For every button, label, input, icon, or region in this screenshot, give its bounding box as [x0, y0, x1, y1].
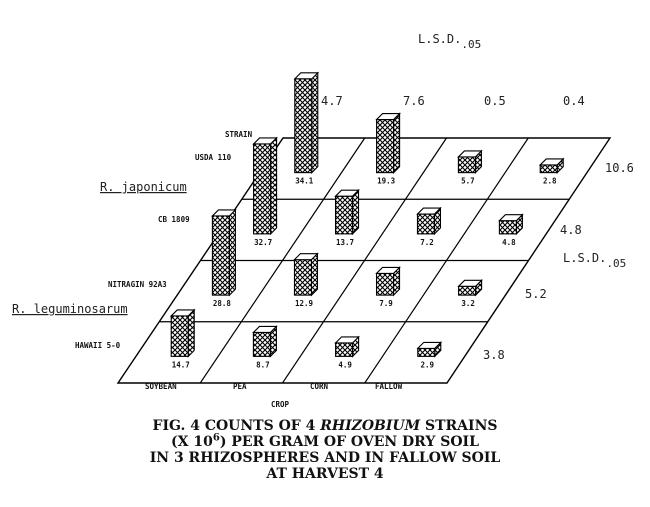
- lsd-strain-usda-110: 10.6: [605, 161, 634, 175]
- value-label: 19.3: [377, 176, 396, 186]
- bar-side-face: [353, 190, 359, 234]
- bars: [171, 73, 563, 357]
- lsd-strain-cb-1809: 4.8: [560, 223, 582, 237]
- crop-label-corn: CORN: [310, 382, 329, 391]
- value-label: 4.9: [338, 360, 352, 370]
- bar-front-face: [377, 120, 394, 173]
- crop-axis-title: CROP: [271, 400, 290, 409]
- value-label: 4.8: [502, 237, 516, 247]
- figure-caption: [0, 418, 650, 482]
- strain-label-nitragin-92a3: NITRAGIN 92A3: [108, 280, 167, 289]
- bar-front-face: [253, 332, 270, 356]
- value-label: 12.9: [294, 299, 313, 309]
- bar-side-face: [312, 73, 318, 173]
- bar-side-face: [229, 210, 235, 295]
- lsd-strain-nitragin-92a3: 5.2: [525, 287, 547, 301]
- bar-hawaii-5-0-fallow: [418, 342, 441, 356]
- crop-labels: [145, 382, 403, 409]
- strain-axis-title: STRAIN: [225, 130, 253, 139]
- lsd-crop-soybean: 4.7: [321, 94, 343, 108]
- caption-line-3: IN 3 RHIZOSPHERES AND IN FALLOW SOIL: [149, 450, 501, 466]
- bar-front-face: [294, 260, 311, 295]
- value-label: 3.2: [461, 299, 475, 309]
- lsd-title-top: L.S.D..05: [418, 32, 482, 51]
- bar-usda-110-soybean: [295, 73, 318, 173]
- group-label-r-japonicum: R. japonicum: [100, 180, 187, 194]
- crop-label-pea: PEA: [233, 382, 247, 391]
- value-label: 2.9: [420, 360, 435, 370]
- value-label: 7.2: [420, 237, 434, 247]
- value-label: 28.8: [212, 299, 231, 309]
- bar-side-face: [311, 254, 317, 295]
- bar-front-face: [418, 348, 435, 356]
- bar-nitragin-92a3-fallow: [459, 280, 482, 295]
- bar-side-face: [394, 114, 400, 173]
- bar-front-face: [295, 79, 312, 173]
- lsd-crop-pea: 7.6: [403, 94, 425, 108]
- lsd-crop-values: [321, 32, 585, 108]
- bar-front-face: [171, 316, 188, 356]
- bar-usda-110-fallow: [540, 159, 563, 173]
- bar-cb-1809-soybean: [254, 138, 277, 234]
- bar-front-face: [459, 286, 476, 295]
- caption-line-4: AT HARVEST 4: [266, 466, 384, 482]
- value-label: 8.7: [256, 360, 270, 370]
- crop-label-soybean: SOYBEAN: [145, 382, 177, 391]
- bar-hawaii-5-0-pea: [253, 326, 276, 356]
- lsd-crop-corn: 0.5: [484, 94, 506, 108]
- bar-cb-1809-corn: [417, 208, 440, 234]
- bar-side-face: [271, 138, 277, 234]
- bar-front-face: [377, 273, 394, 295]
- bar-front-face: [336, 196, 353, 234]
- bar-nitragin-92a3-pea: [294, 254, 317, 295]
- value-label: 34.1: [295, 176, 314, 186]
- bar-usda-110-pea: [377, 114, 400, 173]
- lsd-title-right: L.S.D..05: [563, 251, 627, 270]
- value-label: 5.7: [461, 176, 475, 186]
- bar-cb-1809-fallow: [499, 215, 522, 234]
- bar-usda-110-corn: [458, 151, 481, 173]
- bar-front-face: [254, 144, 271, 234]
- value-label: 14.7: [171, 360, 190, 370]
- group-labels: [12, 180, 187, 316]
- strain-label-hawaii-5-0: HAWAII 5-0: [75, 341, 121, 350]
- strain-label-cb-1809: CB 1809: [158, 215, 190, 224]
- bar-front-face: [417, 214, 434, 234]
- bar-nitragin-92a3-soybean: [212, 210, 235, 295]
- lsd-strain-hawaii-5-0: 3.8: [483, 348, 505, 362]
- bar-front-face: [458, 157, 475, 173]
- group-label-r-leguminosarum: R. leguminosarum: [12, 302, 128, 316]
- strain-label-usda-110: USDA 110: [195, 153, 232, 162]
- caption-line-2: (X $10^6$) PER GRAM OF OVEN DRY SOIL: [171, 432, 479, 450]
- bar-front-face: [540, 165, 557, 173]
- crop-label-fallow: FALLOW: [375, 382, 403, 391]
- bar-cb-1809-pea: [336, 190, 359, 234]
- lsd-strain-values: [483, 161, 634, 362]
- bar-nitragin-92a3-corn: [377, 267, 400, 295]
- lsd-crop-fallow: 0.4: [563, 94, 585, 108]
- value-label: 7.9: [379, 299, 393, 309]
- bar-hawaii-5-0-corn: [336, 337, 359, 356]
- bar-hawaii-5-0-soybean: [171, 310, 194, 356]
- bar-front-face: [336, 343, 353, 356]
- value-label: 13.7: [336, 237, 355, 247]
- value-label: 32.7: [254, 237, 273, 247]
- caption-line-1: FIG. 4 COUNTS OF 4 RHIZOBIUM STRAINS: [152, 418, 498, 434]
- bar-front-face: [499, 221, 516, 234]
- bar-side-face: [188, 310, 194, 356]
- bar-front-face: [212, 216, 229, 295]
- value-label: 2.8: [542, 176, 557, 186]
